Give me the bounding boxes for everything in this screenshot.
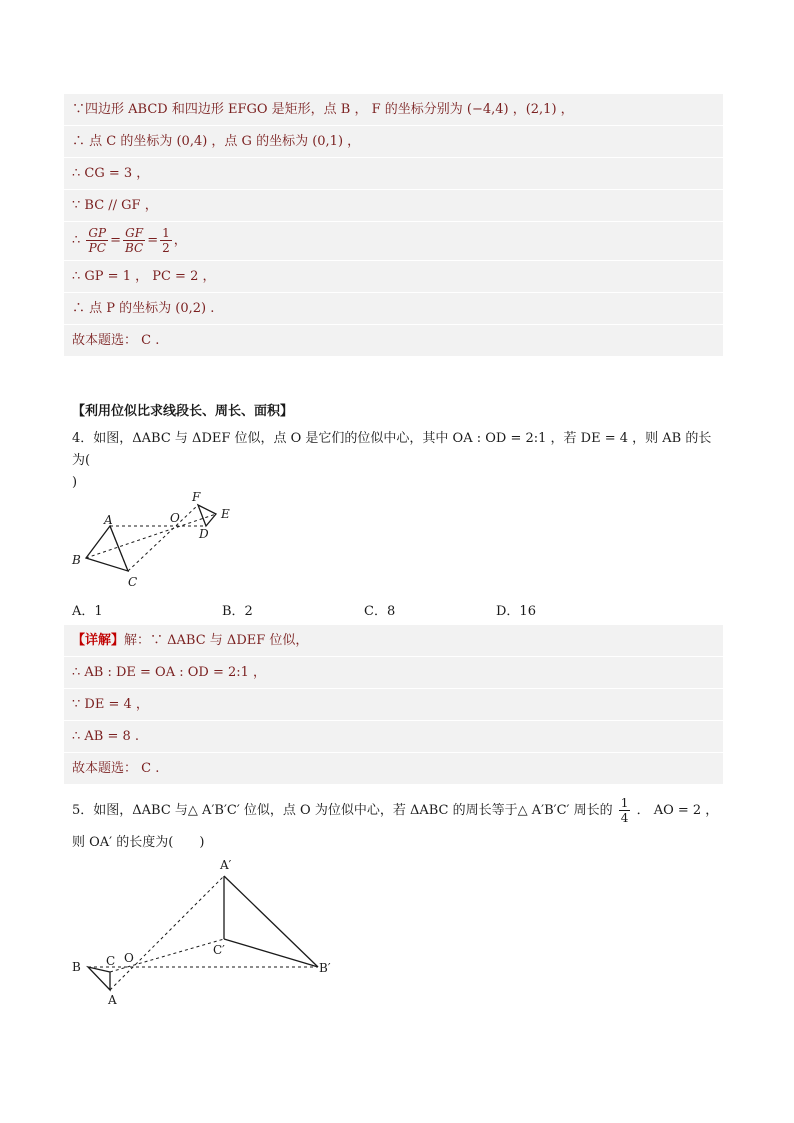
label-a: A (104, 513, 113, 527)
fraction-num: GP (88, 226, 107, 240)
fraction-den: 4 (620, 811, 629, 825)
option-d[interactable]: D．16 (496, 604, 536, 619)
fraction-den: PC (88, 241, 106, 255)
solution-3-line-8: 故本题选： C . (64, 325, 723, 357)
solution-3-line-6: ∴ GP = 1 ， PC = 2 ， (64, 261, 723, 293)
solution-3-block (64, 94, 723, 357)
question-4-line-2: ) (72, 475, 78, 490)
question-5-line-1a: 5．如图，ΔABC 与△ A′B′C′ 位似，点 O 为位似中心，若 ΔABC 的周长等于△ A′B′C′ 周长的 (72, 803, 613, 818)
solution-4-line-2: ∴ AB : DE = OA : OD = 2:1 ， (64, 657, 723, 689)
question-5-line-1 (72, 794, 732, 828)
label-d: D (199, 527, 209, 541)
label-c: C (106, 954, 116, 968)
question-4-figure (68, 488, 248, 592)
question-5-figure (66, 854, 346, 1009)
fraction-line-suffix: ， (173, 233, 187, 248)
label-b: B (72, 960, 81, 974)
label-f: F (192, 490, 201, 504)
question-5-line-2: 则 OA′ 的长度为( ) (72, 835, 205, 850)
solution-4-block (64, 625, 723, 785)
triangle-abc-small (88, 967, 110, 990)
option-a[interactable]: A．1 (72, 604, 103, 619)
solution-3-line-7: ∴ 点 P 的坐标为 (0,2) . (64, 293, 723, 325)
question-4-line-1: 4．如图，ΔABC 与 ΔDEF 位似，点 O 是它们的位似中心，其中 OA : OD = 2:1 ，若 DE = 4 ，则 AB 的长为( (72, 431, 712, 468)
fraction-gf-bc (123, 226, 145, 255)
label-e: E (221, 507, 230, 521)
question-5-text (72, 794, 732, 854)
label-o: O (124, 951, 134, 965)
line-aa2 (110, 876, 224, 990)
solution-4-line-1-text: 解：∵ ΔABC 与 ΔDEF 位似， (124, 633, 309, 648)
solution-3-fraction-line: ∴ $\frac{GP}{PC}$ = $\frac{GF}{BC}$ = $\frac{1}{2}$ ， (64, 222, 723, 261)
similar-triangles-diagram-5 (66, 854, 346, 1009)
fraction-line-prefix: ∴ (72, 233, 81, 248)
label-a-prime: A′ (220, 858, 232, 872)
fraction-den: 2 (162, 241, 170, 255)
label-c-prime: C′ (213, 943, 225, 957)
solution-4-line-5: 故本题选： C . (64, 753, 723, 785)
similar-triangles-diagram-4 (68, 488, 248, 592)
solution-4-line-4: ∴ AB = 8 . (64, 721, 723, 753)
fraction-one-quarter (619, 796, 631, 825)
fraction-num: 1 (620, 796, 629, 810)
fraction-gp-pc (86, 226, 108, 255)
label-a: A (108, 993, 117, 1007)
label-c: C (128, 575, 138, 589)
solution-3-line-2: ∴ 点 C 的坐标为 (0,4) ，点 G 的坐标为 (0,1) ， (64, 126, 723, 158)
fraction-den: BC (125, 241, 144, 255)
fraction-num: GF (123, 226, 145, 241)
triangle-abc (86, 526, 128, 571)
label-o: O (170, 511, 180, 525)
option-c[interactable]: C．8 (364, 604, 396, 619)
solution-4-line-1 (64, 625, 723, 657)
solution-3-line-3: ∴ CG = 3 ， (64, 158, 723, 190)
line-cf (128, 505, 198, 571)
detail-label: 【详解】 (72, 633, 125, 648)
solution-4-line-3: ∵ DE = 4 ， (64, 689, 723, 721)
solution-3-line-1: ∵四边形 ABCD 和四边形 EFGO 是矩形，点 B ， F 的坐标分别为 (−4,4) ，(2,1) ， (64, 94, 723, 126)
section-title: 【利用位似比求线段长、周长、面积】 (72, 404, 294, 419)
label-b-prime: B′ (319, 961, 331, 975)
question-4-options (72, 600, 712, 620)
triangle-def (198, 505, 216, 526)
solution-3-line-4: ∵ BC // GF ， (64, 190, 723, 222)
option-b[interactable]: B．2 (222, 604, 253, 619)
label-b: B (72, 553, 81, 567)
fraction-one-half (160, 226, 172, 255)
fraction-num: 1 (162, 226, 170, 240)
question-4-text (72, 428, 722, 494)
question-5-line-1b: ． AO = 2 ， (636, 803, 719, 818)
